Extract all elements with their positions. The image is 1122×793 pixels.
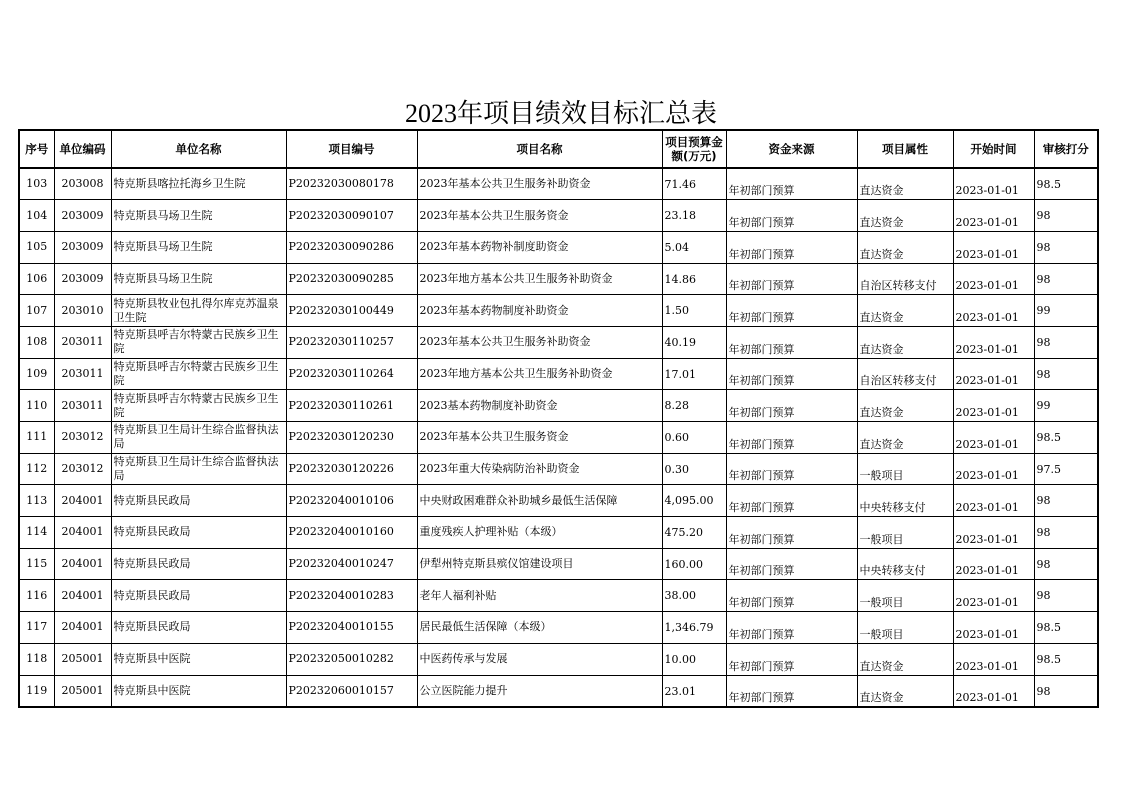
score-cell: 97.5 bbox=[1034, 453, 1098, 485]
unit-name-cell: 特克斯县呼吉尔特蒙古民族乡卫生院 bbox=[111, 326, 286, 358]
score-cell: 98 bbox=[1034, 263, 1098, 295]
table-row bbox=[19, 390, 1098, 422]
unit-code-cell: 204001 bbox=[54, 548, 111, 580]
project-name-cell: 2023年地方基本公共卫生服务补助资金 bbox=[417, 263, 662, 295]
seq-cell: 106 bbox=[19, 263, 54, 295]
unit-code-cell: 204001 bbox=[54, 612, 111, 644]
start-date-cell: 2023-01-01 bbox=[953, 326, 1034, 358]
amount-cell: 23.01 bbox=[662, 675, 726, 707]
table-row bbox=[19, 548, 1098, 580]
fund-source-cell: 年初部门预算 bbox=[726, 580, 857, 612]
amount-cell: 40.19 bbox=[662, 326, 726, 358]
unit-name-cell: 特克斯县中医院 bbox=[111, 643, 286, 675]
unit-name-cell: 特克斯县卫生局计生综合监督执法局 bbox=[111, 453, 286, 485]
project-no-cell: P20232030110257 bbox=[286, 326, 417, 358]
project-attr-cell: 直达资金 bbox=[857, 168, 953, 200]
project-attr-cell: 直达资金 bbox=[857, 200, 953, 232]
col-header-project-no: 项目编号 bbox=[286, 130, 417, 168]
amount-cell: 17.01 bbox=[662, 358, 726, 390]
unit-code-cell: 203012 bbox=[54, 453, 111, 485]
unit-code-cell: 203010 bbox=[54, 295, 111, 327]
start-date-cell: 2023-01-01 bbox=[953, 675, 1034, 707]
project-attr-cell: 自治区转移支付 bbox=[857, 358, 953, 390]
unit-code-cell: 203012 bbox=[54, 422, 111, 454]
project-no-cell: P20232050010282 bbox=[286, 643, 417, 675]
col-header-project-name: 项目名称 bbox=[417, 130, 662, 168]
score-cell: 98 bbox=[1034, 231, 1098, 263]
amount-cell: 475.20 bbox=[662, 517, 726, 549]
amount-cell: 1.50 bbox=[662, 295, 726, 327]
fund-source-cell: 年初部门预算 bbox=[726, 643, 857, 675]
amount-cell: 5.04 bbox=[662, 231, 726, 263]
unit-name-cell: 特克斯县喀拉托海乡卫生院 bbox=[111, 168, 286, 200]
score-cell: 98 bbox=[1034, 517, 1098, 549]
project-name-cell: 2023年基本药物制度补助资金 bbox=[417, 295, 662, 327]
seq-cell: 113 bbox=[19, 485, 54, 517]
project-name-cell: 重度残疾人护理补贴（本级） bbox=[417, 517, 662, 549]
score-cell: 98 bbox=[1034, 580, 1098, 612]
start-date-cell: 2023-01-01 bbox=[953, 390, 1034, 422]
seq-cell: 107 bbox=[19, 295, 54, 327]
project-attr-cell: 直达资金 bbox=[857, 422, 953, 454]
project-attr-cell: 自治区转移支付 bbox=[857, 263, 953, 295]
project-no-cell: P20232060010157 bbox=[286, 675, 417, 707]
amount-cell: 23.18 bbox=[662, 200, 726, 232]
start-date-cell: 2023-01-01 bbox=[953, 200, 1034, 232]
score-cell: 98.5 bbox=[1034, 612, 1098, 644]
fund-source-cell: 年初部门预算 bbox=[726, 422, 857, 454]
score-cell: 98 bbox=[1034, 200, 1098, 232]
fund-source-cell: 年初部门预算 bbox=[726, 675, 857, 707]
project-attr-cell: 一般项目 bbox=[857, 453, 953, 485]
table-row bbox=[19, 168, 1098, 200]
page-title: 2023年项目绩效目标汇总表 bbox=[404, 99, 717, 128]
unit-code-cell: 204001 bbox=[54, 517, 111, 549]
start-date-cell: 2023-01-01 bbox=[953, 358, 1034, 390]
fund-source-cell: 年初部门预算 bbox=[726, 390, 857, 422]
fund-source-cell: 年初部门预算 bbox=[726, 517, 857, 549]
project-no-cell: P20232030080178 bbox=[286, 168, 417, 200]
project-attr-cell: 一般项目 bbox=[857, 517, 953, 549]
fund-source-cell: 年初部门预算 bbox=[726, 358, 857, 390]
col-header-project-attr: 项目属性 bbox=[857, 130, 953, 168]
unit-code-cell: 203009 bbox=[54, 231, 111, 263]
seq-cell: 114 bbox=[19, 517, 54, 549]
unit-name-cell: 特克斯县民政局 bbox=[111, 517, 286, 549]
project-name-cell: 2023年基本公共卫生服务补助资金 bbox=[417, 326, 662, 358]
unit-name-cell: 特克斯县呼吉尔特蒙古民族乡卫生院 bbox=[111, 390, 286, 422]
seq-cell: 111 bbox=[19, 422, 54, 454]
project-no-cell: P20232040010155 bbox=[286, 612, 417, 644]
unit-name-cell: 特克斯县民政局 bbox=[111, 485, 286, 517]
fund-source-cell: 年初部门预算 bbox=[726, 485, 857, 517]
score-cell: 98 bbox=[1034, 358, 1098, 390]
table-row bbox=[19, 612, 1098, 644]
table-row bbox=[19, 231, 1098, 263]
start-date-cell: 2023-01-01 bbox=[953, 168, 1034, 200]
project-attr-cell: 中央转移支付 bbox=[857, 485, 953, 517]
table-row bbox=[19, 643, 1098, 675]
start-date-cell: 2023-01-01 bbox=[953, 231, 1034, 263]
col-header-score: 审核打分 bbox=[1034, 130, 1098, 168]
score-cell: 98.5 bbox=[1034, 422, 1098, 454]
table-row bbox=[19, 453, 1098, 485]
seq-cell: 119 bbox=[19, 675, 54, 707]
score-cell: 99 bbox=[1034, 390, 1098, 422]
table-row bbox=[19, 263, 1098, 295]
table-row bbox=[19, 295, 1098, 327]
project-name-cell: 伊犁州特克斯县殡仪馆建设项目 bbox=[417, 548, 662, 580]
unit-code-cell: 203009 bbox=[54, 200, 111, 232]
project-no-cell: P20232030090286 bbox=[286, 231, 417, 263]
unit-name-cell: 特克斯县民政局 bbox=[111, 580, 286, 612]
score-cell: 98 bbox=[1034, 485, 1098, 517]
amount-cell: 0.60 bbox=[662, 422, 726, 454]
project-attr-cell: 直达资金 bbox=[857, 390, 953, 422]
fund-source-cell: 年初部门预算 bbox=[726, 326, 857, 358]
start-date-cell: 2023-01-01 bbox=[953, 453, 1034, 485]
project-no-cell: P20232030110264 bbox=[286, 358, 417, 390]
fund-source-cell: 年初部门预算 bbox=[726, 168, 857, 200]
project-no-cell: P20232030120230 bbox=[286, 422, 417, 454]
seq-cell: 112 bbox=[19, 453, 54, 485]
seq-cell: 118 bbox=[19, 643, 54, 675]
amount-cell: 14.86 bbox=[662, 263, 726, 295]
col-header-fund-source: 资金来源 bbox=[726, 130, 857, 168]
fund-source-cell: 年初部门预算 bbox=[726, 548, 857, 580]
project-name-cell: 2023基本药物制度补助资金 bbox=[417, 390, 662, 422]
table-row bbox=[19, 200, 1098, 232]
start-date-cell: 2023-01-01 bbox=[953, 263, 1034, 295]
seq-cell: 117 bbox=[19, 612, 54, 644]
project-attr-cell: 直达资金 bbox=[857, 231, 953, 263]
seq-cell: 109 bbox=[19, 358, 54, 390]
fund-source-cell: 年初部门预算 bbox=[726, 295, 857, 327]
amount-cell: 71.46 bbox=[662, 168, 726, 200]
start-date-cell: 2023-01-01 bbox=[953, 548, 1034, 580]
unit-name-cell: 特克斯县呼吉尔特蒙古民族乡卫生院 bbox=[111, 358, 286, 390]
table-row bbox=[19, 517, 1098, 549]
project-attr-cell: 直达资金 bbox=[857, 675, 953, 707]
score-cell: 98 bbox=[1034, 326, 1098, 358]
project-no-cell: P20232030120226 bbox=[286, 453, 417, 485]
project-no-cell: P20232040010247 bbox=[286, 548, 417, 580]
col-header-seq: 序号 bbox=[19, 130, 54, 168]
seq-cell: 104 bbox=[19, 200, 54, 232]
project-name-cell: 老年人福利补贴 bbox=[417, 580, 662, 612]
score-cell: 98.5 bbox=[1034, 643, 1098, 675]
project-name-cell: 2023年基本公共卫生服务补助资金 bbox=[417, 168, 662, 200]
project-no-cell: P20232040010106 bbox=[286, 485, 417, 517]
col-header-start-date: 开始时间 bbox=[953, 130, 1034, 168]
unit-name-cell: 特克斯县民政局 bbox=[111, 612, 286, 644]
fund-source-cell: 年初部门预算 bbox=[726, 612, 857, 644]
project-attr-cell: 直达资金 bbox=[857, 295, 953, 327]
amount-cell: 160.00 bbox=[662, 548, 726, 580]
amount-cell: 1,346.79 bbox=[662, 612, 726, 644]
start-date-cell: 2023-01-01 bbox=[953, 643, 1034, 675]
project-attr-cell: 中央转移支付 bbox=[857, 548, 953, 580]
project-name-cell: 居民最低生活保障（本级） bbox=[417, 612, 662, 644]
project-name-cell: 2023年基本公共卫生服务资金 bbox=[417, 422, 662, 454]
table-row bbox=[19, 580, 1098, 612]
unit-code-cell: 203011 bbox=[54, 390, 111, 422]
project-no-cell: P20232040010283 bbox=[286, 580, 417, 612]
table-row bbox=[19, 358, 1098, 390]
unit-name-cell: 特克斯县马场卫生院 bbox=[111, 263, 286, 295]
seq-cell: 105 bbox=[19, 231, 54, 263]
project-no-cell: P20232040010160 bbox=[286, 517, 417, 549]
amount-cell: 10.00 bbox=[662, 643, 726, 675]
col-header-unit-code: 单位编码 bbox=[54, 130, 111, 168]
score-cell: 98 bbox=[1034, 675, 1098, 707]
unit-code-cell: 203011 bbox=[54, 326, 111, 358]
unit-code-cell: 203011 bbox=[54, 358, 111, 390]
project-name-cell: 中央财政困难群众补助城乡最低生活保障 bbox=[417, 485, 662, 517]
score-cell: 99 bbox=[1034, 295, 1098, 327]
start-date-cell: 2023-01-01 bbox=[953, 580, 1034, 612]
unit-name-cell: 特克斯县马场卫生院 bbox=[111, 231, 286, 263]
project-no-cell: P20232030090107 bbox=[286, 200, 417, 232]
project-no-cell: P20232030090285 bbox=[286, 263, 417, 295]
project-attr-cell: 一般项目 bbox=[857, 580, 953, 612]
start-date-cell: 2023-01-01 bbox=[953, 422, 1034, 454]
fund-source-cell: 年初部门预算 bbox=[726, 263, 857, 295]
project-name-cell: 2023年基本公共卫生服务资金 bbox=[417, 200, 662, 232]
col-header-amount: 项目预算金额(万元) bbox=[662, 130, 726, 168]
amount-cell: 4,095.00 bbox=[662, 485, 726, 517]
unit-code-cell: 205001 bbox=[54, 643, 111, 675]
project-no-cell: P20232030110261 bbox=[286, 390, 417, 422]
project-attr-cell: 直达资金 bbox=[857, 326, 953, 358]
unit-code-cell: 204001 bbox=[54, 580, 111, 612]
unit-name-cell: 特克斯县中医院 bbox=[111, 675, 286, 707]
project-name-cell: 中医药传承与发展 bbox=[417, 643, 662, 675]
project-attr-cell: 一般项目 bbox=[857, 612, 953, 644]
amount-cell: 8.28 bbox=[662, 390, 726, 422]
unit-name-cell: 特克斯县卫生局计生综合监督执法局 bbox=[111, 422, 286, 454]
fund-source-cell: 年初部门预算 bbox=[726, 231, 857, 263]
unit-code-cell: 205001 bbox=[54, 675, 111, 707]
start-date-cell: 2023-01-01 bbox=[953, 485, 1034, 517]
project-attr-cell: 直达资金 bbox=[857, 643, 953, 675]
table-header-row bbox=[19, 130, 1098, 168]
unit-name-cell: 特克斯县民政局 bbox=[111, 548, 286, 580]
seq-cell: 103 bbox=[19, 168, 54, 200]
table-row bbox=[19, 485, 1098, 517]
seq-cell: 115 bbox=[19, 548, 54, 580]
start-date-cell: 2023-01-01 bbox=[953, 295, 1034, 327]
score-cell: 98 bbox=[1034, 548, 1098, 580]
table-row bbox=[19, 675, 1098, 707]
score-cell: 98.5 bbox=[1034, 168, 1098, 200]
col-header-unit-name: 单位名称 bbox=[111, 130, 286, 168]
unit-code-cell: 203008 bbox=[54, 168, 111, 200]
start-date-cell: 2023-01-01 bbox=[953, 517, 1034, 549]
fund-source-cell: 年初部门预算 bbox=[726, 453, 857, 485]
project-name-cell: 2023年基本药物补制度助资金 bbox=[417, 231, 662, 263]
seq-cell: 110 bbox=[19, 390, 54, 422]
amount-cell: 38.00 bbox=[662, 580, 726, 612]
unit-code-cell: 203009 bbox=[54, 263, 111, 295]
seq-cell: 116 bbox=[19, 580, 54, 612]
unit-code-cell: 204001 bbox=[54, 485, 111, 517]
seq-cell: 108 bbox=[19, 326, 54, 358]
project-name-cell: 公立医院能力提升 bbox=[417, 675, 662, 707]
fund-source-cell: 年初部门预算 bbox=[726, 200, 857, 232]
project-name-cell: 2023年重大传染病防治补助资金 bbox=[417, 453, 662, 485]
project-no-cell: P20232030100449 bbox=[286, 295, 417, 327]
table-row bbox=[19, 326, 1098, 358]
start-date-cell: 2023-01-01 bbox=[953, 612, 1034, 644]
unit-name-cell: 特克斯县马场卫生院 bbox=[111, 200, 286, 232]
summary-table bbox=[18, 129, 1099, 708]
project-name-cell: 2023年地方基本公共卫生服务补助资金 bbox=[417, 358, 662, 390]
unit-name-cell: 特克斯县牧业包扎得尔库克苏温泉卫生院 bbox=[111, 295, 286, 327]
table-row bbox=[19, 422, 1098, 454]
amount-cell: 0.30 bbox=[662, 453, 726, 485]
